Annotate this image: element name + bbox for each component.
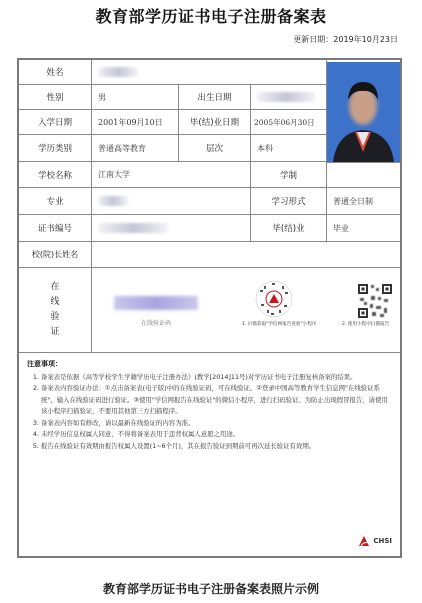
document-title: 教育部学历证书电子注册备案表 [95,7,327,26]
notes-list [27,372,392,453]
gender-value: 男 [92,85,179,110]
note-item: 3. 备案表内容如有修改，请以最新在线验证的内容为准。 [41,418,392,430]
note-item: 4. 未经学历信息权属人同意，不得将备案表用于违背权属人意愿之用途。 [41,429,392,441]
notes-section [19,353,400,458]
chsi-logo [357,534,392,548]
birth-redacted [257,92,315,102]
principal-value [92,242,400,268]
system-value [327,162,400,188]
cert-no-value [92,215,251,242]
grad-date-value: 2005年06月30日 [251,110,327,135]
school-value: 江南大学 [92,162,251,188]
mini-program-qr-icon [255,280,293,318]
major-label: 专业 [19,188,92,215]
study-form-label: 学习形式 [251,188,327,215]
id-photo [327,62,400,163]
verify-code-link[interactable]: 在线验证码 [140,320,171,327]
note-item: 1. 备案表是依据《高等学校学生学籍学历电子注册办法》(教学[2014]11号)对学历证书电子注册复核备案的结果。 [41,372,392,384]
principal-label: 校(院)长姓名 [19,242,92,268]
birth-label: 出生日期 [179,85,251,110]
verify-step-1: 1. 扫描获取"学信网报告查验"小程序 [242,322,317,327]
cert-no-redacted [98,223,168,233]
level-value: 本科 [251,135,327,162]
system-label: 学制 [251,162,327,188]
grad-status-label: 毕(结)业 [251,215,327,242]
image-caption: 教育部学历证书电子注册备案表照片示例 [102,582,319,596]
portrait-image [327,62,400,162]
verify-code-redacted [114,296,198,310]
note-item: 5. 报告在线验证有效期由报告权属人设置(1~6个月)，其在报告验证到期前可再次延长验证有效期。 [41,441,392,453]
name-label: 姓名 [19,60,92,85]
enroll-label: 入学日期 [19,110,92,135]
birth-value [251,85,327,110]
chsi-brand: CHSI [373,537,392,545]
notes-title: 注意事项： [27,360,62,368]
school-label: 学校名称 [19,162,92,188]
study-form-value: 普通全日制 [327,188,400,215]
degree-type-label: 学历类别 [19,135,92,162]
update-date: 更新日期：2019年10月23日 [293,35,398,44]
registration-form [17,58,402,558]
gender-label: 性别 [19,85,92,110]
level-label: 层次 [179,135,251,162]
chsi-logo-icon [357,534,371,548]
verify-area [92,268,400,353]
enroll-value: 2001年09月10日 [92,110,179,135]
verify-qr-code-icon [356,282,394,320]
verify-step-2: 2. 使用小程序扫描报告 [342,322,390,327]
cert-no-label: 证书编号 [19,215,92,242]
note-item: 2. 备案表内容验证办法：①点击备案表(电子版)中的在线验证码，可在线验证。②登录中国高等教育学生信息网"在线验证系统"，输入在线验证码进行验证。③使用"学信网报告在线验证"的微信小程序，进行扫码验证。为防止出现假冒报告，请使用该小程序扫描验证，不要用其他第三方扫描程序。 [41,383,392,418]
major-value [92,188,251,215]
name-value [92,60,327,85]
grad-date-label: 毕(结)业日期 [179,110,251,135]
grad-status-value: 毕业 [327,215,400,242]
major-redacted [98,196,128,206]
degree-type-value: 普通高等教育 [92,135,179,162]
name-redacted [98,67,138,77]
verify-label: 在 线 验 证 [19,268,92,353]
